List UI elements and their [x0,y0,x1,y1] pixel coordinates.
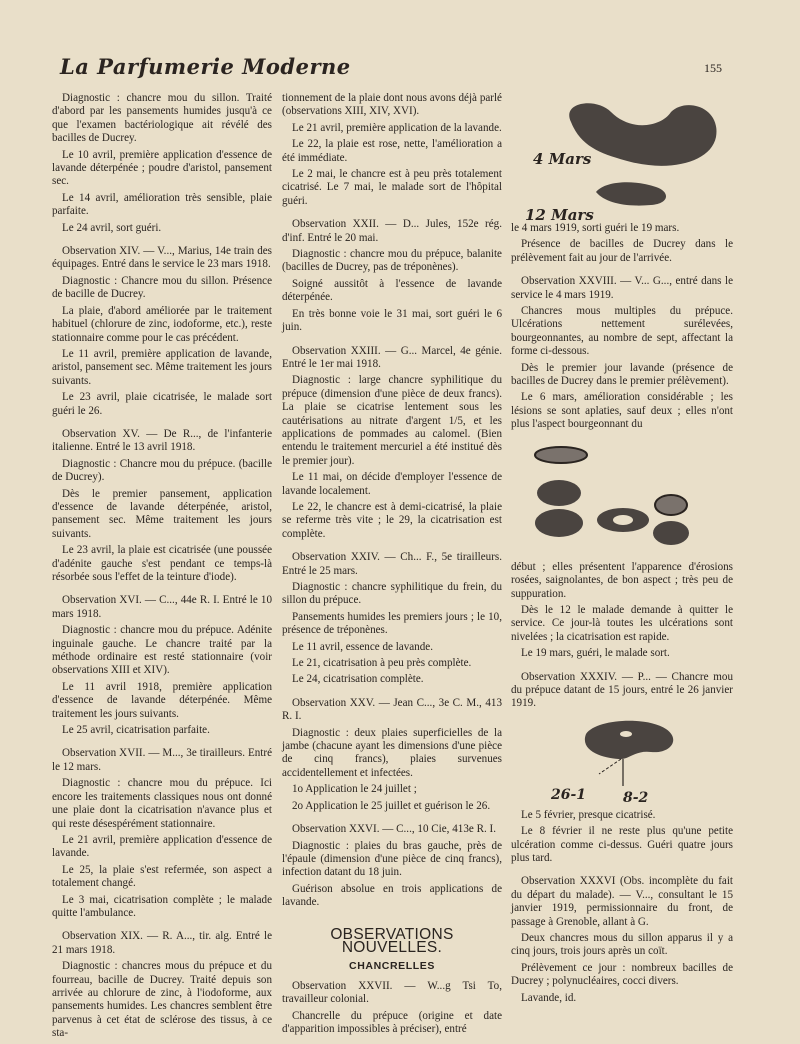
observation-heading: Observation XIX. — R. A..., tir. alg. Entré le 21 mars 1918. [52,930,272,956]
paragraph: Diagnostic : chancre mou du sillon. Traité d'abord par les pansements humides jusqu'à ce que l'examen bactériologique ait révélé des bacilles de Ducrey. [52,92,272,145]
observation-heading: Observation XXXVI (Obs. incomplète du fait du départ du malade). — V..., consultant le 15 janvier 1919, permissionnaire du front, de passage à Grenoble, allant à G. [511,875,733,928]
paragraph: Chancrelle du prépuce (origine et date d'apparition impossibles à préciser), entré [282,1009,502,1035]
paragraph: Le 6 mars, amélioration considérable ; les lésions se sont aplaties, sauf deux ; elles n'ont plus l'aspect bourgeonnant du [511,391,733,431]
paragraph: Diagnostic : chancre mou du prépuce. Adénite inguinale gauche. Le chancre traité par la méthode ordinaire est resté stationnaire (voir observations XIII et XIV). [52,624,272,677]
paragraph: Diagnostic : chancre syphilitique du frein, du sillon du prépuce. [282,581,502,607]
journal-title: La Parfumerie Moderne [60,54,351,79]
paragraph: Le 25 avril, cicatrisation parfaite. [62,724,210,737]
paragraph: Le 14 avril, amélioration très sensible, plaie parfaite. [52,191,272,218]
observation-heading: Observation XXIV. — Ch... F., 5e tirailleurs. Entré le 25 mars. [282,551,502,577]
paragraph: Le 2 mai, le chancre est à peu près totalement cicatrisé. Le 7 mai, le malade sort de l'hôpital guéri. [282,168,502,207]
paragraph: Lavande, id. [521,991,577,1004]
paragraph: Le 19 mars, guéri, le malade sort. [521,647,670,660]
observation-heading: Observation XXV. — Jean C..., 3e C. M., 413 R. I. [282,696,502,723]
paragraph: En très bonne voie le 31 mai, sort guéri le 6 juin. [282,307,502,334]
lesion-figure-january [511,714,733,809]
paragraph: Diagnostic : chancre mou du prépuce, balanite (bacilles de Ducrey, pas de tréponènes). [282,248,502,274]
paragraph: Le 21 avril, première application d'essence de lavande. [52,833,272,860]
paragraph: Dès le 12 le malade demande à quitter le service. Ce jour-là toutes les ulcérations sont nivelées ; la cicatrisation est rapide. [511,603,733,643]
paragraph: Diagnostic : Chancre mou du sillon. Présence de bacille de Ducrey. [52,274,272,301]
observation-heading: Observation XXVIII. — V... G..., entré dans le service le 4 mars 1919. [511,275,733,301]
paragraph: Le 11 avril, première application de lavande, aristol, pansement sec. Même traitement les jours suivants. [52,347,272,387]
paragraph: Deux chancres mous du sillon apparus il y a cinq jours, trois jours après un coït. [511,932,733,958]
column-3 [511,92,733,1008]
paragraph: Le 3 mai, cicatrisation complète ; le malade quitte l'ambulance. [52,893,272,919]
paragraph: Le 22, la plaie est rose, nette, l'amélioration a été immédiate. [282,138,502,164]
paragraph: début ; elles présentent l'apparence d'érosions rosées, saignolantes, de bon aspect ; très peu de suppuration. [511,560,733,600]
paragraph: Le 5 février, presque cicatrisé. [521,808,656,821]
paragraph: Le 23 avril, la plaie est cicatrisée (une poussée d'adénite gauche s'est pendant ce temps-là résorbée sous l'effet de la teinture d'iode). [52,544,272,583]
paragraph: Le 25, la plaie s'est refermée, son aspect a totalement changé. [52,863,272,890]
figure-label: 26-1 [551,786,587,803]
paragraph: 2o Application le 25 juillet et guérison le 26. [292,799,491,812]
paragraph: Le 24, cicatrisation complète. [292,673,424,686]
lesion-figure-multiple [511,435,733,561]
observation-heading: Observation XXVI. — C..., 10 Cie, 413e R. I. [292,823,496,836]
paragraph: Dès le premier jour lavande (présence de bacilles de Ducrey dans le premier prélèvement). [511,361,733,388]
paragraph: Le 11 mai, on décide d'employer l'essence de lavande localement. [282,471,502,497]
paragraph: le 4 mars 1919, sorti guéri le 19 mars. [511,222,680,234]
observation-heading: Observation XV. — De R..., de l'infanterie italienne. Entré le 13 avril 1918. [52,427,272,454]
observation-heading: Observation XVI. — C..., 44e R. I. Entré le 10 mars 1918. [52,594,272,620]
figure-label: 8-2 [623,789,649,806]
observation-heading: Observation XVII. — M..., 3e tirailleurs. Entré le 12 mars. [52,747,272,773]
section-title: OBSERVATIONS NOUVELLES. [330,925,454,956]
paragraph: Pansements humides les premiers jours ; le 10, présence de tréponènes. [282,610,502,637]
paragraph: Le 8 février il ne reste plus qu'une petite ulcération comme ci-dessus. Guéri quatre jours plus tard. [511,825,733,864]
paragraph: Dès le premier pansement, application d'essence de lavande déterpénée, aristol, pansement sec. Même traitement les jours suivants. [52,487,272,540]
figure-label: 12 Mars [525,206,594,222]
paragraph: Le 21 avril, première application de la lavande. [292,121,502,134]
paragraph: Diagnostic : chancre mou du prépuce. Ici encore les traitements classiques nous ont donné une plaie dont la cicatrisation n'avance plus et qui reste désespérément stationnaire. [52,777,272,830]
paragraph: Présence de bacilles de Ducrey dans le prélèvement fait au jour de l'arrivée. [511,238,733,264]
paragraph: Le 11 avril 1918, première application d'essence de lavande déterpénée. Même traitement les jours suivants. [52,680,272,720]
paragraph: La plaie, d'abord améliorée par le traitement habituel (chlorure de zinc, iodoforme, etc.), reste stationnaire comme pour le cas précédent. [52,304,272,344]
figure-label: 4 Mars [533,150,592,168]
paragraph: Diagnostic : plaies du bras gauche, près de l'épaule (dimension d'une pièce de cinq francs), infection datant du 18 juin. [282,839,502,879]
paragraph: Diagnostic : chancres mous du prépuce et du fourreau, bacille de Ducrey. Traité depuis son arrivée au chlorure de zinc, à l'iodoforme, aux pansements humides. Les chancres semblent être parvenus à cet état de sclérose des tissus, à ce sta- [52,960,272,1040]
paragraph: Le 11 avril, essence de lavande. [292,640,433,653]
paragraph: Le 24 avril, sort guéri. [62,221,162,234]
paragraph: Diagnostic : large chancre syphilitique du prépuce (dimension d'une pièce de deux francs). La plaie se cicatrise lentement sous les cautérisations au nitrate d'argent 1/5, et les applications de pommades au calomel. (Bien entendu le traitement mercuriel a été institué dès le premier jour). [282,374,502,467]
paragraph: Chancres mous multiples du prépuce. Ulcérations nettement surélevées, bourgeonnantes, au nombre de sept, affectant la forme ci-dessous. [511,305,733,358]
column-1 [52,92,272,1044]
paragraph: 1o Application le 24 juillet ; [292,783,417,796]
lesion-figure-march [511,92,733,222]
paragraph: tionnement de la plaie dont nous avons déjà parlé (observations XIII, XIV, XVI). [282,92,502,118]
paragraph: Prélèvement ce jour : nombreux bacilles de Ducrey ; polynucléaires, cocci divers. [511,961,733,988]
paragraph: Le 22, le chancre est à demi-cicatrisé, la plaie se referme très vite ; le 29, la cicatrisation est complète. [282,500,502,540]
paragraph: Le 10 avril, première application d'essence de lavande déterpénée ; poudre d'aristol, pansement sec. [52,148,272,188]
paragraph: Le 21, cicatrisation à peu près complète. [292,657,472,670]
observation-heading: Observation XXIII. — G... Marcel, 4e génie. Entré le 1er mai 1918. [282,344,502,370]
page-number: 155 [704,61,722,75]
subsection-title: CHANCRELLES [349,960,435,973]
paragraph: Guérison absolue en trois applications de lavande. [282,882,502,909]
observation-heading: Observation XIV. — V..., Marius, 14e train des équipages. Entré dans le service le 23 mars 1918. [52,245,272,271]
column-2 [282,92,502,1039]
observation-heading: Observation XXXIV. — P... — Chancre mou du prépuce datant de 15 jours, entré le 26 janvier 1919. [511,670,733,710]
paragraph: Soigné aussitôt à l'essence de lavande déterpénée. [282,277,502,304]
paragraph: Diagnostic : Chancre mou du prépuce. (bacille de Ducrey). [52,457,272,484]
observation-heading: Observation XXII. — D... Jules, 152e rég. d'inf. Entré le 20 mai. [282,218,502,244]
paragraph: Diagnostic : deux plaies superficielles de la jambe (chacune ayant les dimensions d'une pièce de cinq francs), plaies survenues accidentellement et infectées. [282,726,502,779]
observation-heading: Observation XXVII. — W...g Tsi To, travailleur colonial. [282,979,502,1006]
paragraph: Le 23 avril, plaie cicatrisée, le malade sort guéri le 26. [52,391,272,417]
